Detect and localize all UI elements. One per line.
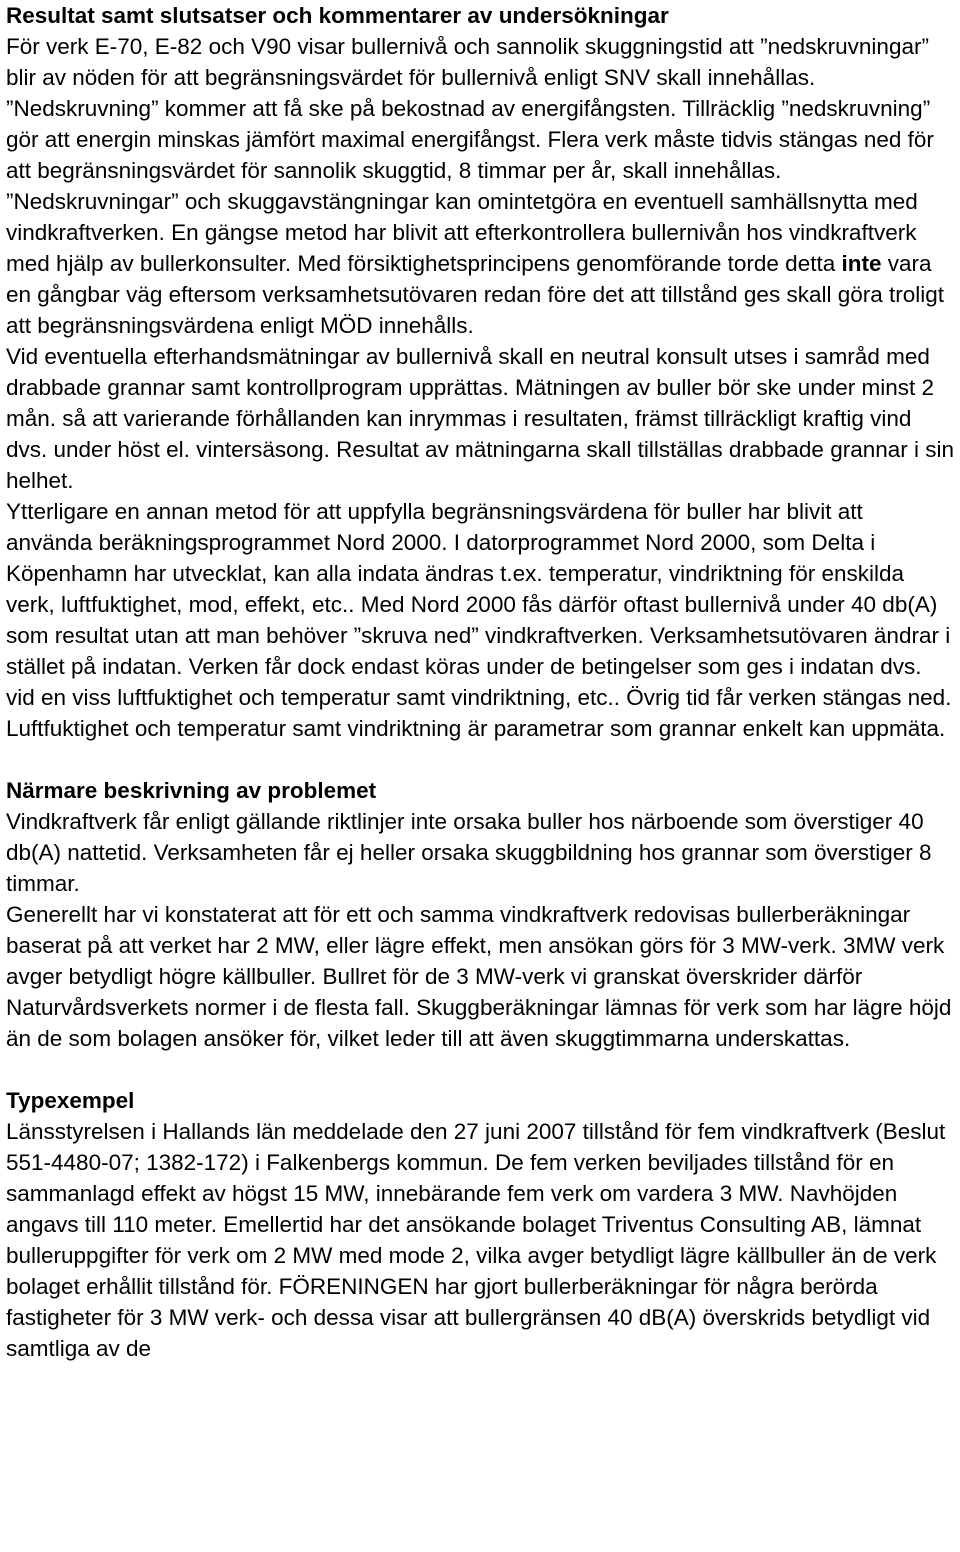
- section-spacer: [6, 1054, 954, 1085]
- paragraph-results-2: Vid eventuella efterhandsmätningar av bullernivå skall en neutral konsult utses i samråd med drabbade grannar samt kontrollprogram upprättas. Mätningen av buller bör ske under minst 2 mån. så att varierande förhållanden kan inrymmas i resultaten, främst tillräckligt kraftig vind dvs. under höst el. vintersäsong. Resultat av mätningarna skall tillställas drabbade grannar i sin helhet.: [6, 344, 955, 493]
- paragraph-results-3: Ytterligare en annan metod för att uppfylla begränsningsvärdena för buller har blivit att använda beräkningsprogrammet Nord 2000. I datorprogrammet Nord 2000, som Delta i Köpenhamn har utvecklat, kan alla indata ändras t.ex. temperatur, vindriktning för enskilda verk, luftfuktighet, mod, effekt, etc.. Med Nord 2000 fås därför oftast bullernivå under 40 db(A) som resultat utan att man behöver ”skruva ned” vindkraftverken. Verksamhetsutövaren ändrar i stället på indatan. Verken får dock endast köras under de betingelser som ges i indatan dvs. vid en viss luftfuktighet och temperatur samt vindriktning, etc.. Övrig tid får verken stängas ned. Luftfuktighet och temperatur samt vindriktning är parametrar som grannar enkelt kan uppmäta.: [6, 499, 952, 741]
- section-spacer: [6, 744, 954, 775]
- paragraph-example-1: Länsstyrelsen i Hallands län meddelade den 27 juni 2007 tillstånd för fem vindkraftverk (Beslut 551-4480-07; 1382-172) i Falkenbergs kommun. De fem verken beviljades tillstånd för en sammanlagd effekt av högst 15 MW, innebärande fem verk om vardera 3 MW. Navhöjden angavs till 110 meter. Emellertid har det ansökande bolaget Triventus Consulting AB, lämnat bulleruppgifter för verk om 2 MW med mode 2, vilka avger betydligt lägre källbuller än de verk bolaget erhållit tillstånd för. FÖRENINGEN har gjort bullerberäkningar för några berörda fastigheter för 3 MW verk- och dessa visar att bullergränsen 40 dB(A) överskrids betydligt vid samtliga av de: [6, 1119, 946, 1361]
- paragraph-results-1-text: För verk E-70, E-82 och V90 visar bullernivå och sannolik skuggningstid att ”nedskruvningar” blir av nöden för att begränsningsvärdet för bullernivå enligt SNV skall innehållas. ”Nedskruvning” kommer att få ske på bekostnad av energifångsten. Tillräcklig ”nedskruvning” gör att energin minskas jämfört maximal energifångst. Flera verk måste tidvis stängas ned för att begränsningsvärdet för sannolik skuggtid, 8 timmar per år, skall innehållas. ”Nedskruvningar” och skuggavstängningar kan omintetgöra en eventuell samhällsnytta med vindkraftverken. En gängse metod har blivit att efterkontrollera bullernivån hos vindkraftverk med hjälp av bullerkonsulter. Med försiktighetsprincipens genomförande torde detta: [6, 34, 934, 276]
- paragraph-results-1: [6, 31, 954, 341]
- paragraph-problem-2: Generellt har vi konstaterat att för ett och samma vindkraftverk redovisas bullerberäkningar baserat på att verket har 2 MW, eller lägre effekt, men ansökan görs för 3 MW-verk. 3MW verk avger betydligt högre källbuller. Bullret för de 3 MW-verk vi granskat överskrider därför Naturvårdsverkets normer i de flesta fall. Skuggberäkningar lämnas för verk som har lägre höjd än de som bolagen ansöker för, vilket leder till att även skuggtimmarna underskattas.: [6, 902, 952, 1051]
- paragraph-problem-1: Vindkraftverk får enligt gällande riktlinjer inte orsaka buller hos närboende som överstiger 40 db(A) nattetid. Verksamheten får ej heller orsaka skuggbildning hos grannar som överstiger 8 timmar.: [6, 809, 932, 896]
- section-heading-results: Resultat samt slutsatser och kommentarer av undersökningar: [6, 3, 669, 28]
- section-heading-example: Typexempel: [6, 1088, 135, 1113]
- paragraph-results-1-end: vara en gångbar väg eftersom verksamhetsutövaren redan före det att tillstånd ges skall göra troligt att begränsningsvärdena enligt MÖD innehålls.: [6, 251, 945, 338]
- paragraph-results-1-bold: inte: [841, 251, 882, 276]
- section-heading-problem: Närmare beskrivning av problemet: [6, 778, 377, 803]
